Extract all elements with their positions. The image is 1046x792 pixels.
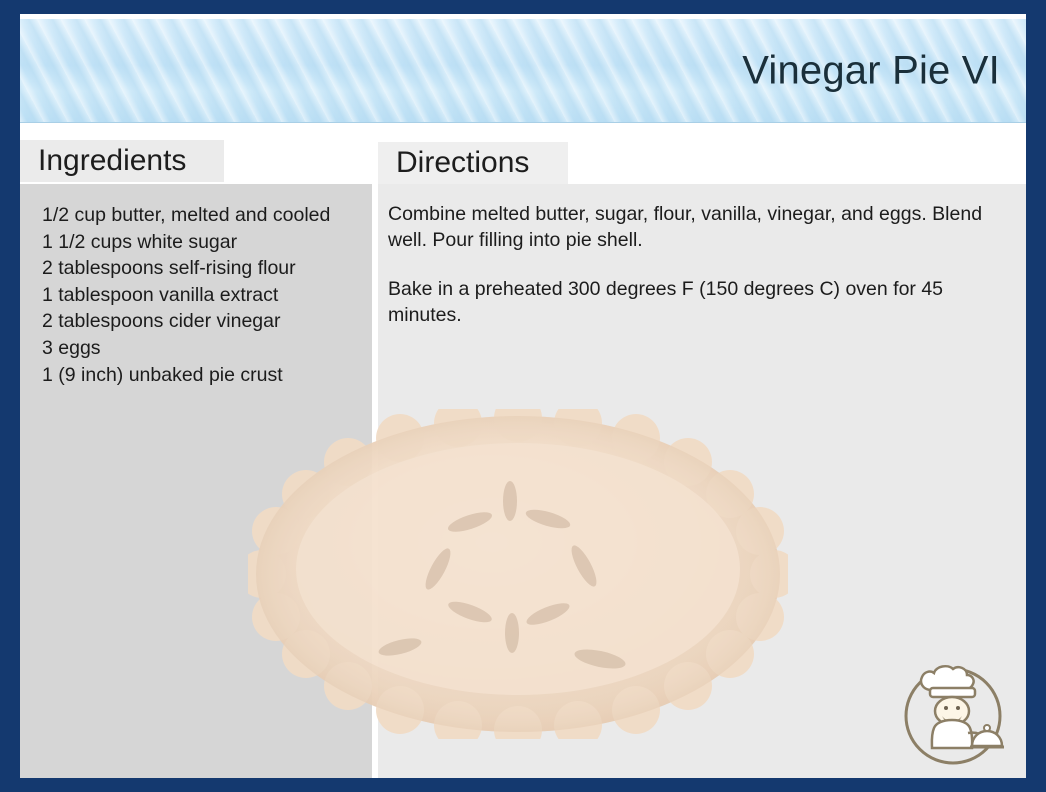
ingredients-list <box>42 202 372 388</box>
list-item: 3 eggs <box>42 336 101 359</box>
list-item: 2 tablespoons self-rising flour <box>42 257 296 280</box>
slide-canvas <box>20 14 1026 778</box>
tab-directions <box>378 142 568 184</box>
tab-ingredients-label: Ingredients <box>38 144 187 177</box>
chef-with-cloche-logo <box>894 654 1012 772</box>
tab-ingredients <box>20 140 224 182</box>
title-banner <box>20 19 1026 123</box>
list-item: 1 1/2 cups white sugar <box>42 230 238 253</box>
direction-paragraph: Bake in a preheated 300 degrees F (150 degrees C) oven for 45 minutes. <box>388 278 944 326</box>
page-title: Vinegar Pie VI <box>742 48 1000 92</box>
list-item: 2 tablespoons cider vinegar <box>42 310 281 333</box>
list-item: 1 tablespoon vanilla extract <box>42 283 279 306</box>
direction-paragraph: Combine melted butter, sugar, flour, vanilla, vinegar, and eggs. Blend well. Pour filling into pie shell. <box>388 203 983 251</box>
list-item: 1 (9 inch) unbaked pie crust <box>42 363 283 386</box>
list-item: 1/2 cup butter, melted and cooled <box>42 204 331 226</box>
directions-text <box>388 202 1000 328</box>
tab-directions-label: Directions <box>396 146 530 179</box>
